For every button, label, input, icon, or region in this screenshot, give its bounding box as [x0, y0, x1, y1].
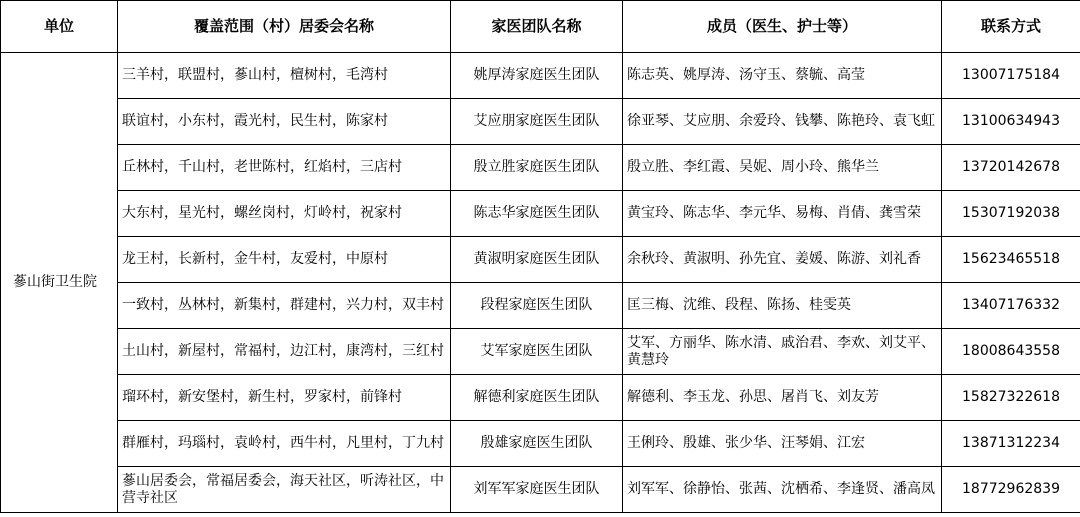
members-cell: 艾军、方丽华、陈水清、戚治君、李欢、刘艾平、黄慧玲 [623, 329, 942, 375]
phone-cell: 15623465518 [942, 237, 1080, 283]
header-team: 家医团队名称 [451, 1, 623, 53]
team-cell: 殷雄家庭医生团队 [451, 421, 623, 467]
team-cell: 陈志华家庭医生团队 [451, 191, 623, 237]
members-cell: 徐亚琴、艾应朋、余爱玲、钱攀、陈艳玲、袁飞虹 [623, 99, 942, 145]
phone-cell: 18008643558 [942, 329, 1080, 375]
coverage-cell: 群雁村，玛瑙村，袁岭村，西牛村，凡里村，丁九村 [118, 421, 451, 467]
team-cell: 段程家庭医生团队 [451, 283, 623, 329]
members-cell: 解德利、李玉龙、孙思、屠肖飞、刘友芳 [623, 375, 942, 421]
table-row [1, 329, 1080, 375]
members-cell: 黄宝玲、陈志华、李元华、易梅、肖倩、龚雪荣 [623, 191, 942, 237]
phone-cell: 15827322618 [942, 375, 1080, 421]
phone-cell: 13100634943 [942, 99, 1080, 145]
team-cell: 黄淑明家庭医生团队 [451, 237, 623, 283]
members-cell: 余秋玲、黄淑明、孙先宜、姜媛、陈游、刘礼香 [623, 237, 942, 283]
coverage-cell: 三羊村，联盟村，蔘山村，檀树村，毛湾村 [118, 53, 451, 99]
table-row [1, 283, 1080, 329]
members-cell: 陈志英、姚厚涛、汤守玉、蔡毓、高莹 [623, 53, 942, 99]
phone-cell: 13407176332 [942, 283, 1080, 329]
coverage-cell: 丘林村，千山村，老世陈村，红焰村，三店村 [118, 145, 451, 191]
members-cell: 王俐玲、殷雄、张少华、汪琴娟、江宏 [623, 421, 942, 467]
team-cell: 解德利家庭医生团队 [451, 375, 623, 421]
coverage-cell: 龙王村，长新村，金牛村，友爱村，中原村 [118, 237, 451, 283]
phone-cell: 18772962839 [942, 467, 1080, 513]
phone-cell: 13871312234 [942, 421, 1080, 467]
header-unit: 单位 [1, 1, 118, 53]
header-row [1, 1, 1080, 53]
header-members: 成员（医生、护士等） [623, 1, 942, 53]
table-row [1, 191, 1080, 237]
coverage-cell: 土山村，新屋村，常福村，边江村，康湾村，三红村 [118, 329, 451, 375]
team-cell: 殷立胜家庭医生团队 [451, 145, 623, 191]
members-cell: 匡三梅、沈维、段程、陈扬、桂雯英 [623, 283, 942, 329]
team-cell: 艾军家庭医生团队 [451, 329, 623, 375]
table-row [1, 99, 1080, 145]
team-cell: 艾应朋家庭医生团队 [451, 99, 623, 145]
phone-cell: 13007175184 [942, 53, 1080, 99]
coverage-cell: 瑠环村，新安堡村，新生村，罗家村，前锋村 [118, 375, 451, 421]
members-cell: 殷立胜、李红霞、吴妮、周小玲、熊华兰 [623, 145, 942, 191]
table-row [1, 421, 1080, 467]
team-cell: 姚厚涛家庭医生团队 [451, 53, 623, 99]
phone-cell: 15307192038 [942, 191, 1080, 237]
table-row [1, 467, 1080, 513]
unit-cell: 蔘山街卫生院 [1, 53, 118, 513]
header-coverage: 覆盖范围（村）居委会名称 [118, 1, 451, 53]
table-row [1, 53, 1080, 99]
table-row [1, 375, 1080, 421]
table-row [1, 237, 1080, 283]
phone-cell: 13720142678 [942, 145, 1080, 191]
coverage-cell: 蔘山居委会，常福居委会，海天社区，听涛社区，中营寺社区 [118, 467, 451, 513]
members-cell: 刘军军、徐静怡、张茜、沈栖希、李逢贤、潘高凤 [623, 467, 942, 513]
coverage-cell: 一致村，丛林村，新集村，群建村，兴力村，双丰村 [118, 283, 451, 329]
table-row [1, 145, 1080, 191]
header-contact: 联系方式 [942, 1, 1080, 53]
coverage-cell: 大东村，星光村，螺丝岗村，灯岭村，祝家村 [118, 191, 451, 237]
team-cell: 刘军军家庭医生团队 [451, 467, 623, 513]
coverage-cell: 联谊村，小东村，霞光村，民生村，陈家村 [118, 99, 451, 145]
